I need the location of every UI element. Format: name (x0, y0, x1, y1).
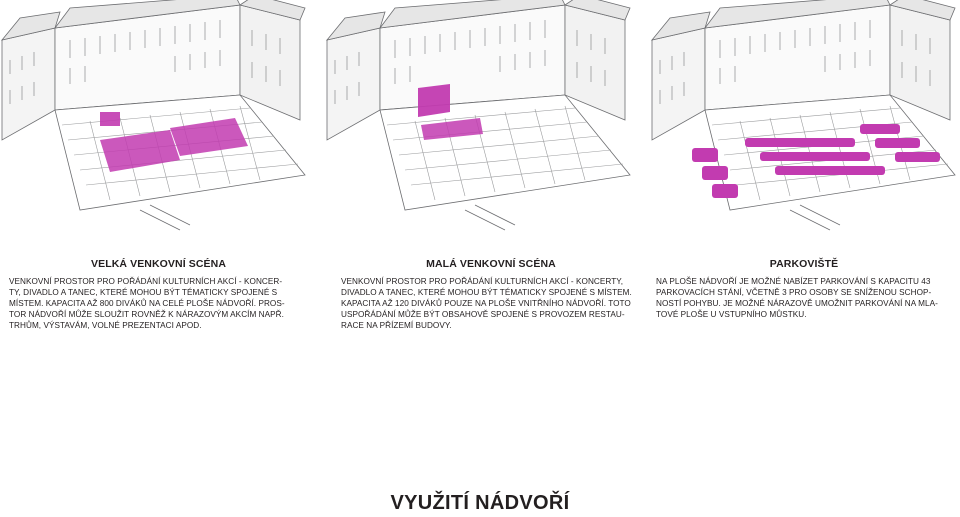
caption-text (9, 277, 308, 332)
caption-text (656, 277, 952, 321)
caption-text (341, 277, 641, 332)
caption-title: PARKOVIŠTĚ (769, 258, 839, 270)
building-outline (2, 0, 305, 230)
caption-line: TOVÉ PLOŠE U VSTUPNÍHO MŮSTKU. (656, 309, 807, 319)
axonometric-drawing (325, 0, 635, 232)
diagram-big-stage (0, 0, 310, 232)
caption-line: VENKOVNÍ PROSTOR PRO POŘÁDÁNÍ KULTURNÍCH AKCÍ - KONCER- (9, 277, 283, 286)
axonometric-drawing (0, 0, 310, 232)
caption-line: TOR NÁDVOŘÍ MŮŽE SLOUŽIT ROVNĚŽ K NÁRAZOVÝM AKCÍM NAPŘ. (9, 309, 284, 319)
caption-line: KAPACITA AŽ 120 DIVÁKŮ POUZE NA PLOŠE VNITŘNÍHO NÁDVOŘÍ. TOTO (341, 298, 631, 308)
building-outline (652, 0, 955, 230)
caption-line: TRHŮM, VÝSTAVÁM, VOLNÉ PREZENTACI APOD. (9, 320, 202, 330)
page-title: VYUŽITÍ NÁDVOŘÍ (390, 492, 570, 514)
caption-line: USPOŘÁDÁNÍ MŮŽE BÝT OBSAHOVĚ SPOJENÉ S PROVOZEM RESTAU- (341, 309, 625, 319)
caption-title: MALÁ VENKOVNÍ SCÉNA (426, 258, 556, 270)
caption-line: MÍSTEM. KAPACITA AŽ 800 DIVÁKŮ NA CELÉ PLOŠE NÁDVOŘÍ. PROS- (9, 298, 285, 308)
caption-title: VELKÁ VENKOVNÍ SCÉNA (90, 258, 227, 270)
caption-parking (656, 258, 952, 321)
caption-small-stage (341, 258, 641, 332)
caption-big-stage (9, 258, 308, 332)
caption-line: NA PLOŠE NÁDVOŘÍ JE MOŽNÉ NABÍZET PARKOVÁNÍ S KAPACITU 43 (656, 277, 931, 286)
diagram-parking (650, 0, 960, 232)
building-outline (327, 0, 630, 230)
caption-line: PARKOVACÍCH STÁNÍ, VČETNĚ 3 PRO OSOBY SE SNÍŽENOU SCHOP- (656, 287, 932, 297)
axonometric-drawing (650, 0, 960, 232)
caption-line: TY, DIVADLO A TANEC, KTERÉ MOHOU BÝT TÉMATICKY SPOJENÉ S (9, 287, 278, 297)
caption-line: DIVADLO A TANEC, KTERÉ MOHOU BÝT TÉMATICKY SPOJENÉ S MÍSTEM. (341, 287, 632, 297)
diagram-small-stage (325, 0, 635, 232)
caption-line: NOSTÍ POHYBU. JE MOŽNÉ NÁRAZOVĚ UMOŽNIT PARKOVÁNÍ NA MLA- (656, 298, 938, 308)
caption-line: VENKOVNÍ PROSTOR PRO POŘÁDÁNÍ KULTURNÍCH AKCÍ - KONCERTY, (341, 277, 624, 286)
caption-line: RACE NA PŘÍZEMÍ BUDOVY. (341, 320, 452, 330)
